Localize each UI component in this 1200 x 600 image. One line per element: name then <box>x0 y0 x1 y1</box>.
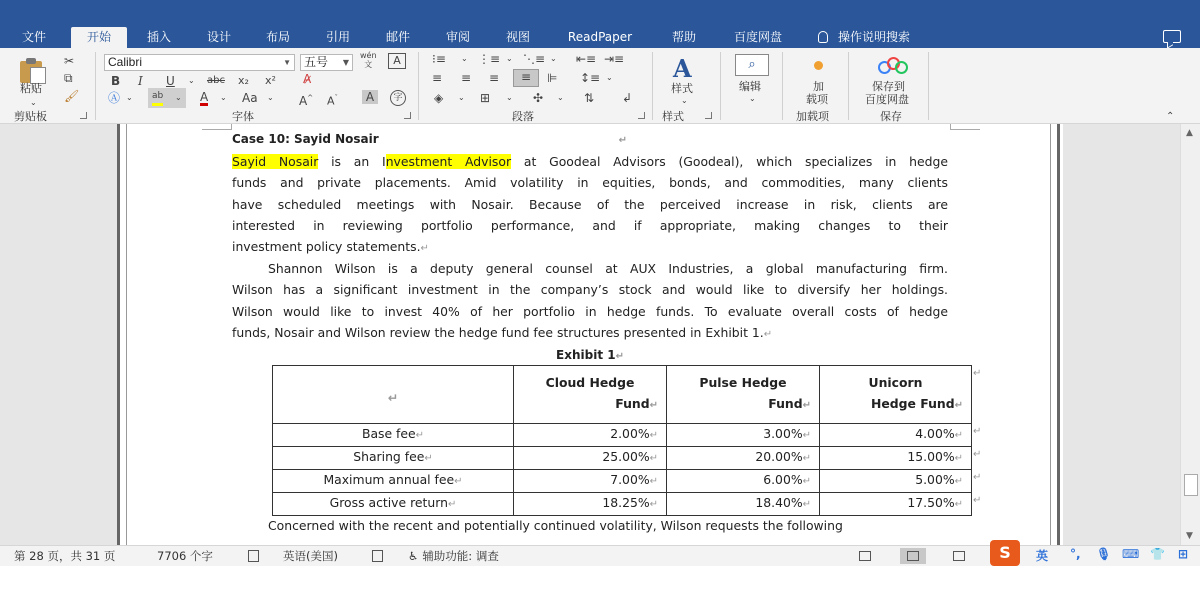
paragraph-2-line-4: funds, Nosair and Wilson review the hedge fund fee structures presented in Exhibit 1.↵ <box>232 325 773 340</box>
clipboard-launcher-icon[interactable] <box>80 112 87 119</box>
page-edge-right <box>1050 124 1060 545</box>
align-right-icon[interactable]: ≡ <box>489 71 500 85</box>
group-save: 保存 <box>880 110 902 123</box>
font-size-input[interactable]: 五号 ▼ <box>300 54 353 71</box>
row-end-mark: ↵ <box>973 449 982 460</box>
row-end-mark: ↵ <box>973 495 982 506</box>
styles-launcher-icon[interactable] <box>705 112 712 119</box>
row-label: Gross active return↵ <box>273 493 514 516</box>
bottom-blank-area <box>0 566 1200 600</box>
sogou-ime-logo[interactable]: S <box>990 540 1020 566</box>
tab-references[interactable]: 引用 <box>325 30 350 44</box>
addins-icon[interactable] <box>814 61 823 70</box>
tab-review[interactable]: 审阅 <box>445 30 470 44</box>
distributed-icon[interactable]: ⊫ <box>547 71 558 85</box>
borders-dropdown-icon[interactable]: ⌄ <box>506 93 513 102</box>
paragraph-1-line-1: Sayid Nosair is an Investment Advisor at Goodeal Advisors (Goodeal), which specializes in hedge <box>232 154 948 169</box>
underline-icon[interactable]: U <box>166 74 175 88</box>
page-count[interactable]: 第 28 页，共 31 页 <box>14 549 116 563</box>
highlight-color-button[interactable] <box>148 88 186 108</box>
table-cell: 4.00%↵ <box>820 424 972 447</box>
paste-button[interactable]: 粘贴 <box>20 82 42 95</box>
tab-help[interactable]: 帮助 <box>671 30 696 44</box>
chevron-down-icon: ▼ <box>342 58 349 67</box>
scroll-up-icon[interactable]: ▲ <box>1186 128 1193 138</box>
row-end-mark: ↵ <box>973 472 982 483</box>
paragraph-3-line-1: Concerned with the recent and potentially continued volatility, Wilson requests the following <box>268 518 843 533</box>
lightbulb-icon <box>818 31 828 43</box>
justify-icon[interactable]: ≡ <box>513 69 539 87</box>
group-clipboard: 剪贴板 <box>14 110 47 123</box>
tell-me-label: 操作说明搜索 <box>838 30 911 44</box>
tab-file[interactable]: 文件 <box>21 30 46 44</box>
addins-button-line2[interactable]: 载项 <box>806 93 828 106</box>
keyboard-icon[interactable]: ⌨ <box>1122 547 1140 561</box>
row-label: Sharing fee↵ <box>273 447 514 470</box>
table-row <box>273 470 972 493</box>
increase-indent-icon[interactable]: ⇥≡ <box>604 52 625 66</box>
addins-button[interactable]: 加 <box>813 80 824 93</box>
exhibit-title: Exhibit 1↵ <box>556 348 624 362</box>
decrease-indent-icon[interactable]: ⇤≡ <box>576 52 597 66</box>
shading-icon[interactable]: ◈ <box>434 91 444 105</box>
bullets-icon[interactable]: ⁝≡ <box>432 52 446 66</box>
chevron-down-icon: ⌄ <box>175 93 182 102</box>
text-effects-icon[interactable]: Ⓐ <box>108 91 121 105</box>
exhibit-table <box>272 365 972 516</box>
ime-mode[interactable]: 英 <box>1036 549 1049 563</box>
crop-mark-right <box>950 124 980 130</box>
shrink-font-icon[interactable]: $A^ˇ$ <box>327 94 339 108</box>
comments-icon[interactable] <box>1163 30 1181 43</box>
tab-view[interactable]: 视图 <box>505 30 530 44</box>
table-cell: 7.00%↵ <box>514 470 667 493</box>
font-launcher-icon[interactable] <box>404 112 411 119</box>
baidu-netdisk-icon[interactable] <box>878 57 908 75</box>
grow-font-icon[interactable]: A^ <box>299 94 314 108</box>
paragraph-2-line-2: Wilson has a significant investment in the company’s stock and would like to diversify her holdings. <box>232 282 948 297</box>
font-color-dropdown-icon[interactable]: ⌄ <box>220 93 227 102</box>
font-name-input[interactable]: Calibri ▼ <box>104 54 295 71</box>
borders-icon[interactable]: ⊞ <box>480 91 491 105</box>
language-indicator[interactable]: 英语(美国) <box>283 549 338 563</box>
tab-baidu-netdisk[interactable]: 百度网盘 <box>733 30 782 44</box>
paragraph-1-line-4: interested in reviewing portfolio performance, and if appropriate, making changes to their <box>232 218 948 233</box>
find-icon[interactable]: ⌕ <box>735 54 769 76</box>
align-left-icon[interactable]: ≡ <box>432 71 443 85</box>
table-cell: 18.25%↵ <box>514 493 667 516</box>
status-bar <box>0 545 1200 566</box>
tab-insert[interactable]: 插入 <box>146 30 171 44</box>
format-painter-icon[interactable]: 🖌 <box>64 89 80 103</box>
line-spacing-icon[interactable]: ↕≡ <box>580 71 601 85</box>
row-end-mark: ↵ <box>973 426 982 437</box>
group-paragraph: 段落 <box>512 110 534 123</box>
paste-dropdown-icon[interactable]: ⌄ <box>30 98 37 107</box>
group-font: 字体 <box>232 110 254 123</box>
chevron-down-icon: ▼ <box>283 58 291 67</box>
paragraph-1-line-2: funds and private placements. Amid volatility in equities, bonds, and commodities, many clients <box>232 175 948 190</box>
styles-dropdown-icon[interactable]: ⌄ <box>681 96 688 105</box>
table-row <box>273 493 972 516</box>
subscript-icon[interactable]: x₂ <box>238 74 249 87</box>
cut-icon[interactable]: ✂ <box>64 54 75 68</box>
table-row <box>273 447 972 470</box>
italic-icon[interactable]: I <box>138 74 143 88</box>
tab-home[interactable]: 开始 <box>71 27 127 48</box>
row-label: Base fee↵ <box>273 424 514 447</box>
table-header-empty: ↵ <box>273 366 514 424</box>
change-case-icon[interactable]: Aa <box>242 91 258 105</box>
group-addins: 加载项 <box>796 110 829 123</box>
table-cell: 15.00%↵ <box>820 447 972 470</box>
scroll-down-icon[interactable]: ▼ <box>1186 531 1193 541</box>
numbering-icon[interactable]: ⋮≡ <box>478 52 501 66</box>
table-cell: 20.00%↵ <box>667 447 820 470</box>
print-layout-icon <box>907 551 919 561</box>
print-layout-button[interactable] <box>900 548 926 564</box>
multilevel-dropdown-icon[interactable]: ⌄ <box>550 54 557 63</box>
read-mode-button[interactable] <box>852 548 878 564</box>
line-spacing-dropdown-icon[interactable]: ⌄ <box>606 73 613 82</box>
copy-icon[interactable]: ⧉ <box>64 71 73 85</box>
styles-button[interactable]: 样式 <box>671 82 693 95</box>
tab-layout[interactable]: 布局 <box>265 30 290 44</box>
web-layout-icon <box>953 551 965 561</box>
underline-dropdown-icon[interactable]: ⌄ <box>188 76 195 85</box>
chinese-layout-dropdown-icon[interactable]: ⌄ <box>557 93 564 102</box>
tell-me-search[interactable] <box>818 27 910 48</box>
change-case-dropdown-icon[interactable]: ⌄ <box>267 93 274 102</box>
bold-icon[interactable]: B <box>111 74 121 88</box>
table-header-cell: Unicorn Hedge Fund↵ <box>820 366 972 424</box>
table-cell: 6.00%↵ <box>667 470 820 493</box>
save-to-netdisk-button-line2[interactable]: 百度网盘 <box>865 93 909 106</box>
paragraph-2-line-3: Wilson would like to invest 40% of her portfolio in hedge funds. To evaluate overall costs of hedge <box>232 304 948 319</box>
chinese-layout-icon[interactable]: ✣ <box>533 91 544 105</box>
editing-button[interactable]: 编辑 <box>739 80 761 93</box>
enclose-characters-icon[interactable]: 字 <box>390 90 406 106</box>
numbering-dropdown-icon[interactable]: ⌄ <box>506 54 513 63</box>
case-heading: Case 10: Sayid Nosair ↵ <box>232 132 628 146</box>
shading-dropdown-icon[interactable]: ⌄ <box>458 93 465 102</box>
scroll-thumb[interactable] <box>1184 474 1198 496</box>
paragraph-2-line-1: Shannon Wilson is a deputy general counsel at AUX Industries, a global manufacturing firm. <box>268 261 948 276</box>
paragraph-launcher-icon[interactable] <box>638 112 645 119</box>
paragraph-1-line-5: investment policy statements.↵ <box>232 239 429 254</box>
bullets-dropdown-icon[interactable]: ⌄ <box>461 54 468 63</box>
macro-icon[interactable] <box>372 550 383 562</box>
strikethrough-icon[interactable]: abc <box>207 75 225 86</box>
vertical-scrollbar[interactable] <box>1180 124 1200 545</box>
styles-icon[interactable]: A <box>673 54 692 83</box>
ime-punctuation-icon[interactable]: °, <box>1070 547 1081 561</box>
sort-icon[interactable]: ⇅ <box>584 91 595 105</box>
read-mode-icon <box>859 551 871 561</box>
font-color-icon[interactable]: A <box>200 90 209 104</box>
accessibility-checker[interactable]: ♿ 辅助功能: 调查 <box>408 549 499 563</box>
table-header-cell: Cloud Hedge Fund↵ <box>514 366 667 424</box>
highlighter-icon: ab <box>152 89 163 106</box>
table-cell: 25.00%↵ <box>514 447 667 470</box>
table-cell: 2.00%↵ <box>514 424 667 447</box>
highlighted-role: nvestment Advisor <box>385 154 512 169</box>
crop-mark-left <box>202 124 232 130</box>
save-to-netdisk-button[interactable]: 保存到 <box>872 80 905 93</box>
align-center-icon[interactable]: ≡ <box>461 71 472 85</box>
table-cell: 18.40%↵ <box>667 493 820 516</box>
multilevel-list-icon[interactable]: ⋱≡ <box>523 52 546 66</box>
table-header-cell: Pulse Hedge Fund↵ <box>667 366 820 424</box>
highlighted-name: Sayid Nosair <box>232 154 319 169</box>
table-header-row <box>273 366 972 424</box>
table-cell: 17.50%↵ <box>820 493 972 516</box>
paste-icon[interactable] <box>18 57 48 83</box>
paragraph-1-line-3: have scheduled meetings with Nosair. Because of the perceived increase in risk, clients are <box>232 197 948 212</box>
table-cell: 5.00%↵ <box>820 470 972 493</box>
accessibility-icon: ♿ <box>408 549 419 563</box>
row-end-mark: ↵ <box>973 368 982 379</box>
web-layout-button[interactable] <box>946 548 972 564</box>
collapse-ribbon-icon[interactable]: ⌃ <box>1166 111 1175 122</box>
proofing-icon[interactable] <box>248 550 259 562</box>
group-styles: 样式 <box>662 110 684 123</box>
skin-icon[interactable]: 👕 <box>1150 547 1165 561</box>
text-effects-dropdown-icon[interactable]: ⌄ <box>126 93 133 102</box>
microphone-icon[interactable]: 🎙 <box>1096 547 1112 561</box>
tab-mailings[interactable]: 邮件 <box>385 30 410 44</box>
ime-toolbox-icon[interactable]: ⊞ <box>1178 547 1189 561</box>
show-formatting-icon[interactable]: ↲ <box>622 91 633 105</box>
word-count[interactable]: 7706 个字 <box>157 549 213 563</box>
character-border-icon[interactable]: A <box>388 53 406 69</box>
row-label: Maximum annual fee↵ <box>273 470 514 493</box>
table-cell: 3.00%↵ <box>667 424 820 447</box>
tab-design[interactable]: 设计 <box>206 30 231 44</box>
ribbon-tab-bar <box>0 0 1200 48</box>
editing-dropdown-icon[interactable]: ⌄ <box>749 94 756 103</box>
phonetic-guide-icon[interactable]: wén 文 <box>360 51 377 69</box>
superscript-icon[interactable]: x² <box>265 74 276 87</box>
clear-formatting-icon[interactable]: A̷ <box>303 72 312 86</box>
tab-readpaper[interactable]: ReadPaper <box>567 30 633 44</box>
ribbon <box>0 48 1200 124</box>
page-edge-left <box>117 124 127 545</box>
character-shading-icon[interactable]: A <box>362 90 378 104</box>
table-row <box>273 424 972 447</box>
